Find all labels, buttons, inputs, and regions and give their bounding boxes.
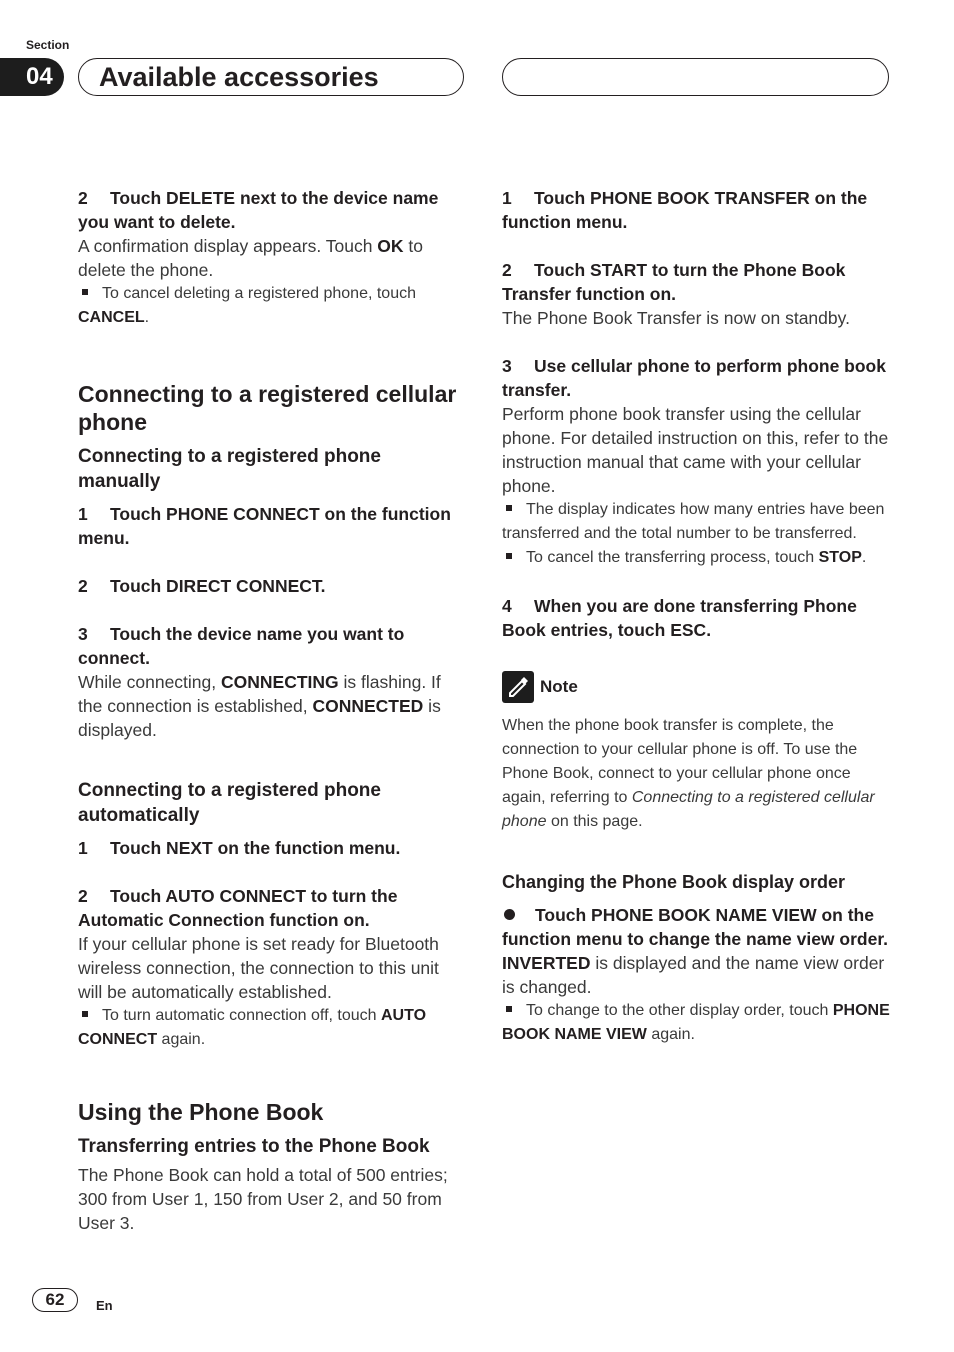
header-empty-pill (502, 58, 889, 96)
heading-phonebook: Using the Phone Book (78, 1099, 324, 1125)
heading-manual: Connecting to a registered phone manually (78, 446, 381, 492)
manual-3-body: While connecting, CONNECTING is flashing. If the connection is established, CONNECTED is displayed. (78, 672, 441, 740)
transfer-3-body: Perform phone book transfer using the cellular phone. For detailed instruction on this, refer to the instruction manual that came with your cellular phone. (502, 404, 889, 496)
note-label: Note (540, 677, 578, 696)
language-label: En (96, 1298, 113, 1313)
step-manual-1: 1 Touch PHONE CONNECT on the function menu. (78, 504, 451, 548)
page-title: Available accessories (78, 58, 464, 96)
page-number: 62 (32, 1288, 78, 1312)
step-transfer-2: 2 Touch START to turn the Phone Book Transfer function on. (502, 260, 846, 304)
step-delete: 2 Touch DELETE next to the device name you want to delete. (78, 188, 439, 232)
bullet-square-icon (506, 1006, 512, 1012)
step-manual-3: 3 Touch the device name you want to connect. (78, 624, 405, 668)
heading-order: Changing the Phone Book display order (502, 872, 846, 892)
step-auto-1: 1 Touch NEXT on the function menu. (78, 838, 401, 858)
section-number-badge: 04 (0, 58, 64, 96)
step-manual-2: 2 Touch DIRECT CONNECT. (78, 576, 326, 596)
transfer-body: The Phone Book can hold a total of 500 entries; 300 from User 1, 150 from User 2, and 50 from User 3. (78, 1165, 448, 1233)
delete-body: A confirmation display appears. Touch OK to delete the phone. (78, 236, 424, 280)
note-heading (502, 670, 890, 704)
step-order: Touch PHONE BOOK NAME VIEW on the function menu to change the name view order. (502, 905, 889, 949)
transfer-2-body: The Phone Book Transfer is now on standby. (502, 308, 850, 328)
bullet-square-icon (82, 289, 88, 295)
bullet-square-icon (506, 553, 512, 559)
bullet-square-icon (82, 1011, 88, 1017)
step-auto-2: 2 Touch AUTO CONNECT to turn the Automatic Connection function on. (78, 886, 398, 930)
step-transfer-1: 1 Touch PHONE BOOK TRANSFER on the function menu. (502, 188, 868, 232)
left-column (78, 186, 466, 1235)
heading-transfer: Transferring entries to the Phone Book (78, 1136, 430, 1157)
note-body: When the phone book transfer is complete, the connection to your cellular phone is off. To use the Phone Book, connect to your cellular phone once again, referring to Connecting to a registered cellular phone on this page. (502, 717, 875, 830)
section-label: Section (26, 38, 70, 52)
transfer-3-bullet-2: To cancel the transferring process, touch STOP. (502, 546, 890, 570)
transfer-3-bullet-1: The display indicates how many entries have been transferred and the total number to be transferred. (502, 501, 885, 542)
bullet-dot-icon (504, 909, 515, 920)
heading-auto: Connecting to a registered phone automatically (78, 780, 381, 826)
delete-bullet: To cancel deleting a registered phone, touch CANCEL. (78, 285, 416, 326)
auto-2-bullet: To turn automatic connection off, touch AUTO CONNECT again. (78, 1007, 427, 1048)
heading-connecting: Connecting to a registered cellular phone (78, 381, 457, 435)
bullet-square-icon (506, 505, 512, 511)
right-column (502, 186, 890, 1047)
auto-2-body: If your cellular phone is set ready for Bluetooth wireless connection, the connection to this unit will be automatically established. (78, 934, 439, 1002)
step-transfer-3: 3 Use cellular phone to perform phone book transfer. (502, 356, 886, 400)
order-body: INVERTED is displayed and the name view order is changed. (502, 953, 885, 997)
pencil-icon (502, 671, 534, 703)
order-bullet: To change to the other display order, touch PHONE BOOK NAME VIEW again. (502, 1002, 890, 1043)
step-transfer-4: 4 When you are done transferring Phone Book entries, touch ESC. (502, 596, 857, 640)
